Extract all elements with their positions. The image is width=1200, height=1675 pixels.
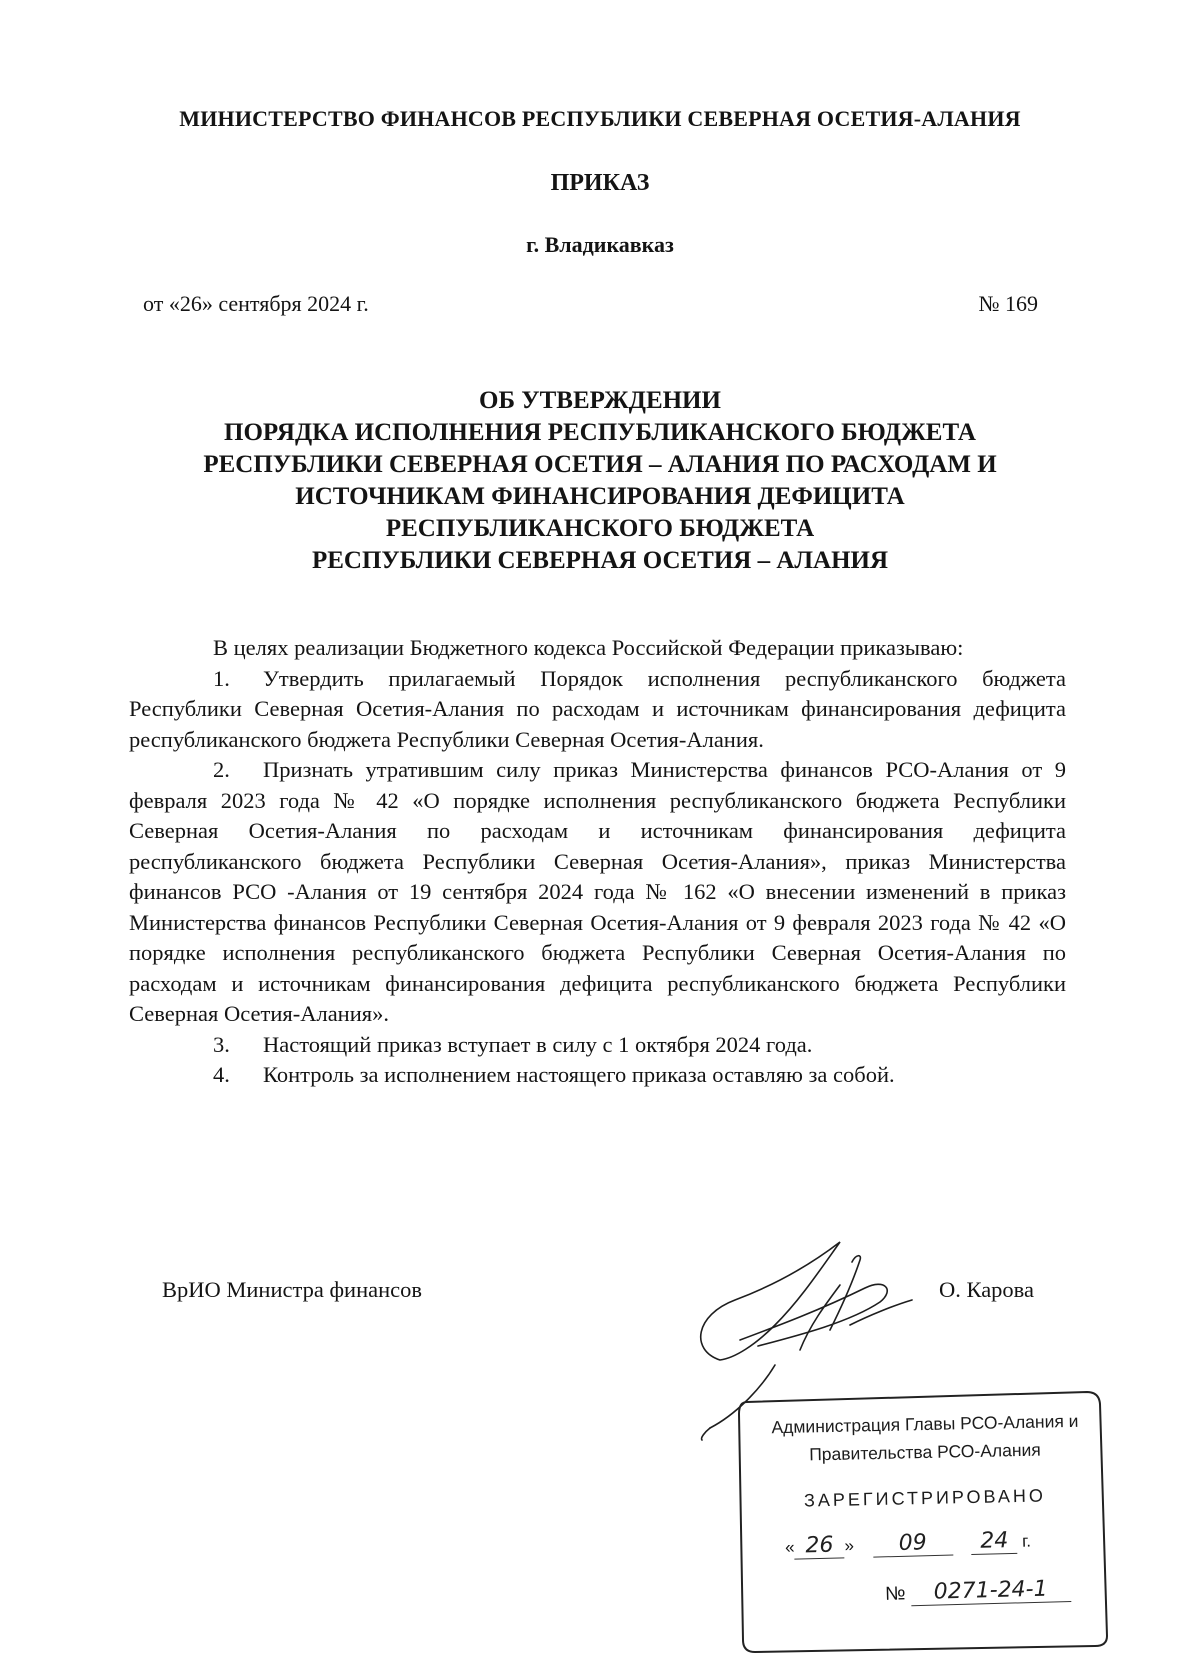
item-text: Настоящий приказ вступает в силу с 1 октября 2024 года. [263,1031,813,1057]
title-line: ПОРЯДКА ИСПОЛНЕНИЯ РЕСПУБЛИКАНСКОГО БЮДЖЕТА [224,419,976,446]
intro-paragraph: В целях реализации Бюджетного кодекса Российской Федерации приказываю: [213,635,964,660]
stamp-year-suffix: г. [1021,1531,1032,1551]
title-line: РЕСПУБЛИКИ СЕВЕРНАЯ ОСЕТИЯ – АЛАНИЯ ПО РАСХОДАМ И [203,451,997,478]
stamp-number-sign: № [884,1583,906,1605]
stamp-authority-line1: Администрация Главы РСО-Алания и [771,1410,1079,1438]
stamp-month: 09 [872,1530,953,1558]
item-text: Признать утратившим силу приказ Министерства финансов РСО-Алания от 9 февраля 2023 года № 42 «О порядке исполнения республиканского бюджета Республики Северная Осетия-Алания по расходам и источникам финансирования дефицита республиканского бюджета Республики Северная Осетия-Алания», приказ Министерства финансов РСО -Алания от 19 сентября 2024 года № 162 «О внесении изменений в приказ Министерства финансов Республики Северная Осетия-Алания от 9 февраля 2023 года № 42 «О порядке исполнения республиканского бюджета Республики Северная Осетия-Алания по расходам и источникам финансирования дефицита республиканского бюджета Республики Северная Осетия-Алания». [129,757,1066,1026]
registration-stamp [735,1388,1115,1656]
order-item-3 [129,1030,1066,1061]
stamp-year: 24 [971,1528,1018,1555]
signatory-name: О. Карова [938,1277,1034,1302]
item-number: 1. [213,665,230,691]
item-number: 4. [213,1062,230,1087]
document-type: ПРИКАЗ [550,170,650,196]
stamp-reg-number: 0271-24-1 [910,1576,1071,1606]
order-item-2 [129,755,1066,1030]
title-line: РЕСПУБЛИКИ СЕВЕРНАЯ ОСЕТИЯ – АЛАНИЯ [311,547,889,574]
order-item-4 [129,1060,1066,1091]
signatory-position: ВрИО Министра финансов [162,1277,423,1302]
city: г. Владикавказ [526,232,674,257]
order-item-1 [129,664,1066,756]
order-date: от «26» сентября 2024 г. [143,291,369,316]
stamp-registered: ЗАРЕГИСТРИРОВАНО [803,1485,1047,1511]
stamp-date: « 26 » 09 24 г. [784,1528,1032,1559]
item-text: Утвердить прилагаемый Порядок исполнения республиканского бюджета Республики Северная Осетия-Алания по расходам и источникам финансирования дефицита республиканского бюджета Республики Северная Осетия-Алания. [129,665,1066,752]
title-line: ИСТОЧНИКАМ ФИНАНСИРОВАНИЯ ДЕФИЦИТА [295,483,905,510]
stamp-authority-line2: Правительства РСО-Алания [809,1439,1041,1465]
order-body [129,633,1066,1091]
ministry-heading: МИНИСТЕРСТВО ФИНАНСОВ РЕСПУБЛИКИ СЕВЕРНАЯ ОСЕТИЯ-АЛАНИЯ [179,106,1021,131]
title-line: ОБ УТВЕРЖДЕНИИ [479,387,721,414]
order-number: № 169 [978,291,1038,316]
order-title [100,385,1100,577]
stamp-day: 26 [794,1532,845,1559]
item-number: 3. [213,1031,230,1057]
item-number: 2. [213,757,230,782]
item-text: Контроль за исполнением настоящего приказа оставляю за собой. [263,1062,895,1087]
title-line: РЕСПУБЛИКАНСКОГО БЮДЖЕТА [385,515,815,542]
